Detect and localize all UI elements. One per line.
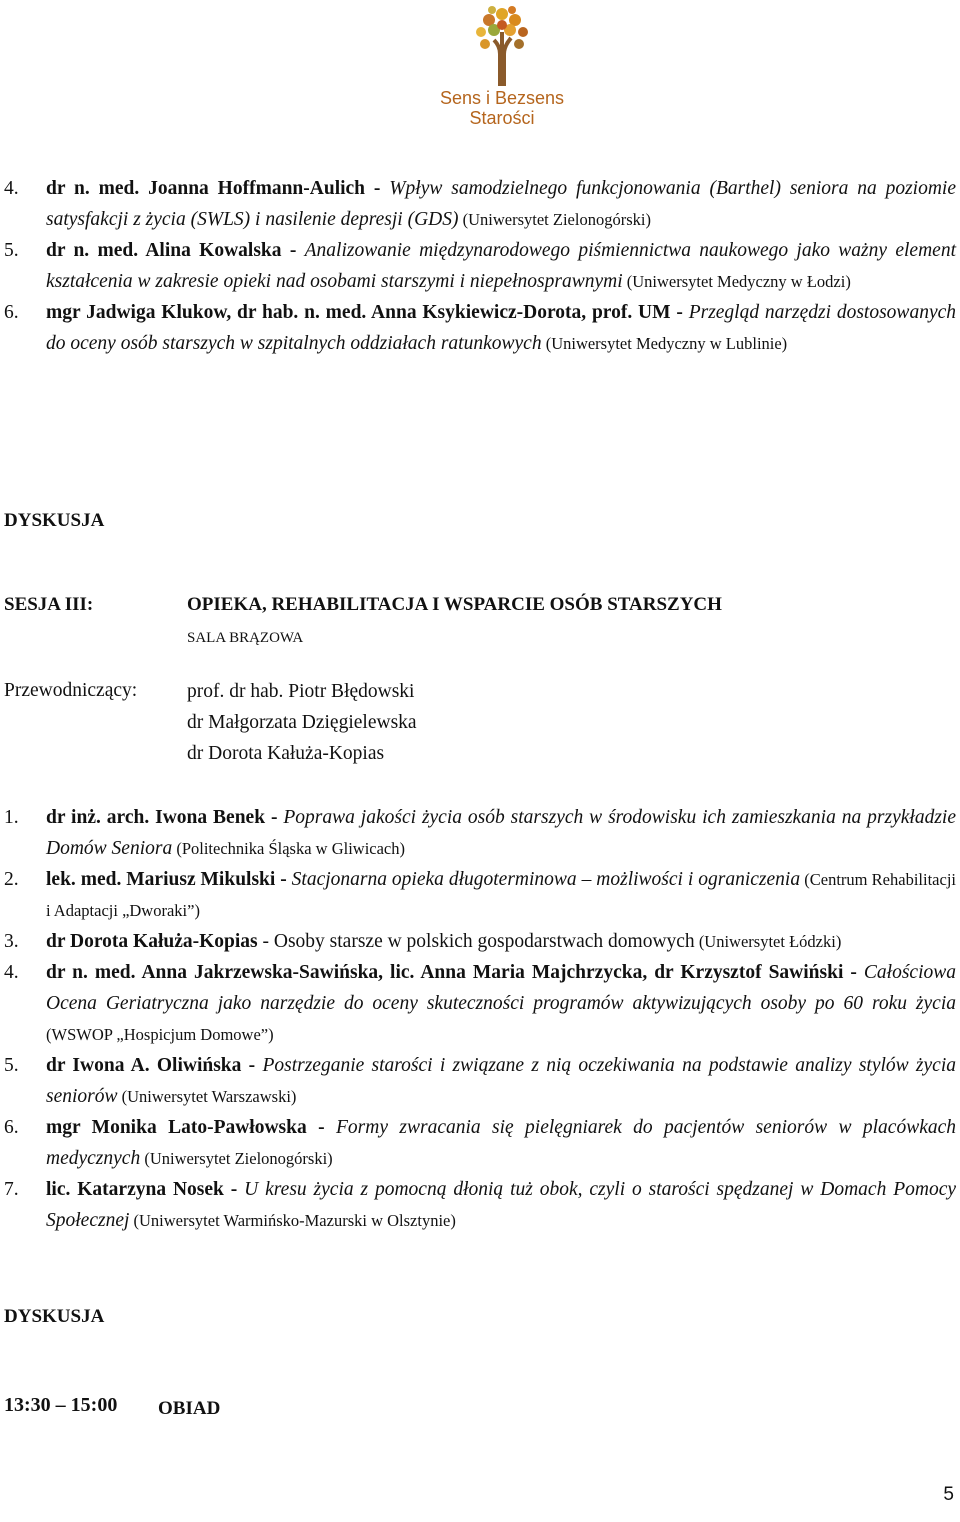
list-item — [4, 926, 956, 957]
item-number: 7. — [4, 1179, 19, 1200]
affiliation: (WSWOP „Hospicjum Domowe”) — [46, 1025, 274, 1044]
lecture-title: U kresu życia z pomocną dłonią tuż obok, czyli o starości spędzanej w Domach Pomocy Społecznej — [46, 1179, 957, 1231]
affiliation: (Centrum Rehabilitacji i Adaptacji „Dworaki”) — [46, 870, 956, 920]
session-label: SESJA III: — [4, 594, 94, 615]
speaker-names: lic. Katarzyna Nosek — [46, 1179, 224, 1200]
separator: - — [257, 931, 274, 952]
speaker-names: mgr Monika Lato-Pawłowska — [46, 1117, 307, 1138]
separator: - — [241, 1055, 263, 1076]
separator: - — [275, 869, 292, 890]
separator: - — [306, 1117, 337, 1138]
list-item — [4, 802, 956, 864]
speaker-names: dr inż. arch. Iwona Benek — [46, 807, 266, 828]
item-number: 4. — [4, 962, 19, 983]
list-item — [4, 297, 956, 359]
speaker-names: dr n. med. Alina Kowalska — [46, 240, 282, 261]
chair-person: dr Małgorzata Dzięgielewska — [187, 712, 417, 733]
separator: - — [223, 1179, 245, 1200]
chair-label: Przewodniczący: — [4, 680, 138, 701]
chair-person: prof. dr hab. Piotr Błędowski — [187, 681, 415, 702]
item-number: 5. — [4, 1055, 19, 1076]
separator: - — [265, 807, 284, 828]
discussion-heading: DYSKUSJA — [4, 1306, 105, 1327]
lecture-title: Całościowa Ocena Geriatryczna jako narzędzie do oceny skuteczności programów aktywizujących osoby po 60 roku życia — [46, 962, 956, 1014]
speaker-names: mgr Jadwiga Klukow, dr hab. n. med. Anna Ksykiewicz-Dorota, prof. UM — [46, 302, 671, 323]
list-item — [4, 173, 956, 235]
affiliation: (Uniwersytet Medyczny w Lublinie) — [541, 334, 788, 353]
list-item — [4, 864, 956, 926]
logo-line-2: Starości — [469, 108, 535, 128]
item-number: 5. — [4, 240, 19, 261]
list-item — [4, 1050, 956, 1112]
lecture-list-session — [4, 802, 956, 1236]
item-number: 2. — [4, 869, 19, 890]
logo-line-1: Sens i Bezsens — [439, 88, 565, 108]
session-title: OPIEKA, REHABILITACJA I WSPARCIE OSÓB STARSZYCH — [187, 594, 722, 615]
item-number: 6. — [4, 1117, 19, 1138]
affiliation: (Uniwersytet Medyczny w Łodzi) — [622, 272, 851, 291]
discussion-heading: DYSKUSJA — [4, 510, 105, 531]
lunch-time: 13:30 – 15:00 — [4, 1394, 118, 1416]
item-number: 4. — [4, 178, 19, 199]
speaker-names: dr n. med. Anna Jakrzewska-Sawińska, lic. Anna Maria Majchrzycka, dr Krzysztof Sawiński — [46, 962, 844, 983]
tree-icon — [467, 2, 537, 86]
separator: - — [843, 962, 864, 983]
session-room: SALA BRĄZOWA — [187, 630, 304, 646]
lecture-title: Formy zwracania się pielęgniarek do pacjentów seniorów w placówkach medycznych — [46, 1117, 957, 1169]
chair-person: dr Dorota Kałuża-Kopias — [187, 743, 385, 764]
separator: - — [281, 240, 305, 261]
affiliation: (Politechnika Śląska w Gliwicach) — [172, 839, 405, 858]
lecture-list-top — [4, 173, 956, 359]
lecture-title: Analizowanie międzynarodowego piśmiennictwa naukowego jako ważny element kształcenia w zakresie opieki nad osobami starszymi i niepełnosprawnymi — [46, 240, 956, 292]
list-item — [4, 1112, 956, 1174]
lecture-title: Osoby starsze w polskich gospodarstwach domowych — [273, 931, 695, 952]
item-number: 6. — [4, 302, 19, 323]
item-number: 3. — [4, 931, 19, 952]
separator: - — [365, 178, 390, 199]
lecture-title: Wpływ samodzielnego funkcjonowania (Barthel) seniora na poziomie satysfakcji z życia (SWLS) i nasilenie depresji (GDS) — [46, 178, 956, 230]
page-number: 5 — [943, 1484, 954, 1505]
separator: - — [670, 302, 689, 323]
lecture-title: Postrzeganie starości i związane z nią oczekiwania na podstawie analizy stylów życia seniorów — [46, 1055, 956, 1107]
affiliation: (Uniwersytet Łódzki) — [694, 932, 842, 951]
speaker-names: dr Iwona A. Oliwińska — [46, 1055, 242, 1076]
item-number: 1. — [4, 807, 19, 828]
logo — [432, 2, 572, 134]
affiliation: (Uniwersytet Warmińsko-Mazurski w Olsztynie) — [129, 1211, 456, 1230]
list-item — [4, 1174, 956, 1236]
affiliation: (Uniwersytet Warszawski) — [117, 1087, 297, 1106]
lunch-label: OBIAD — [158, 1398, 221, 1419]
lecture-title: Stacjonarna opieka długoterminowa – możliwości i ograniczenia — [291, 869, 801, 890]
speaker-names: dr n. med. Joanna Hoffmann-Aulich — [46, 178, 366, 199]
list-item — [4, 957, 956, 1050]
affiliation: (Uniwersytet Zielonogórski) — [140, 1149, 333, 1168]
speaker-names: dr Dorota Kałuża-Kopias — [46, 931, 258, 952]
list-item — [4, 235, 956, 297]
speaker-names: lek. med. Mariusz Mikulski — [46, 869, 276, 890]
lecture-title: Poprawa jakości życia osób starszych w środowisku ich zamieszkania na przykładzie Domów Seniora — [46, 807, 956, 859]
affiliation: (Uniwersytet Zielonogórski) — [458, 210, 651, 229]
lecture-title: Przegląd narzędzi dostosowanych do oceny osób starszych w szpitalnych oddziałach ratunkowych — [46, 302, 956, 354]
